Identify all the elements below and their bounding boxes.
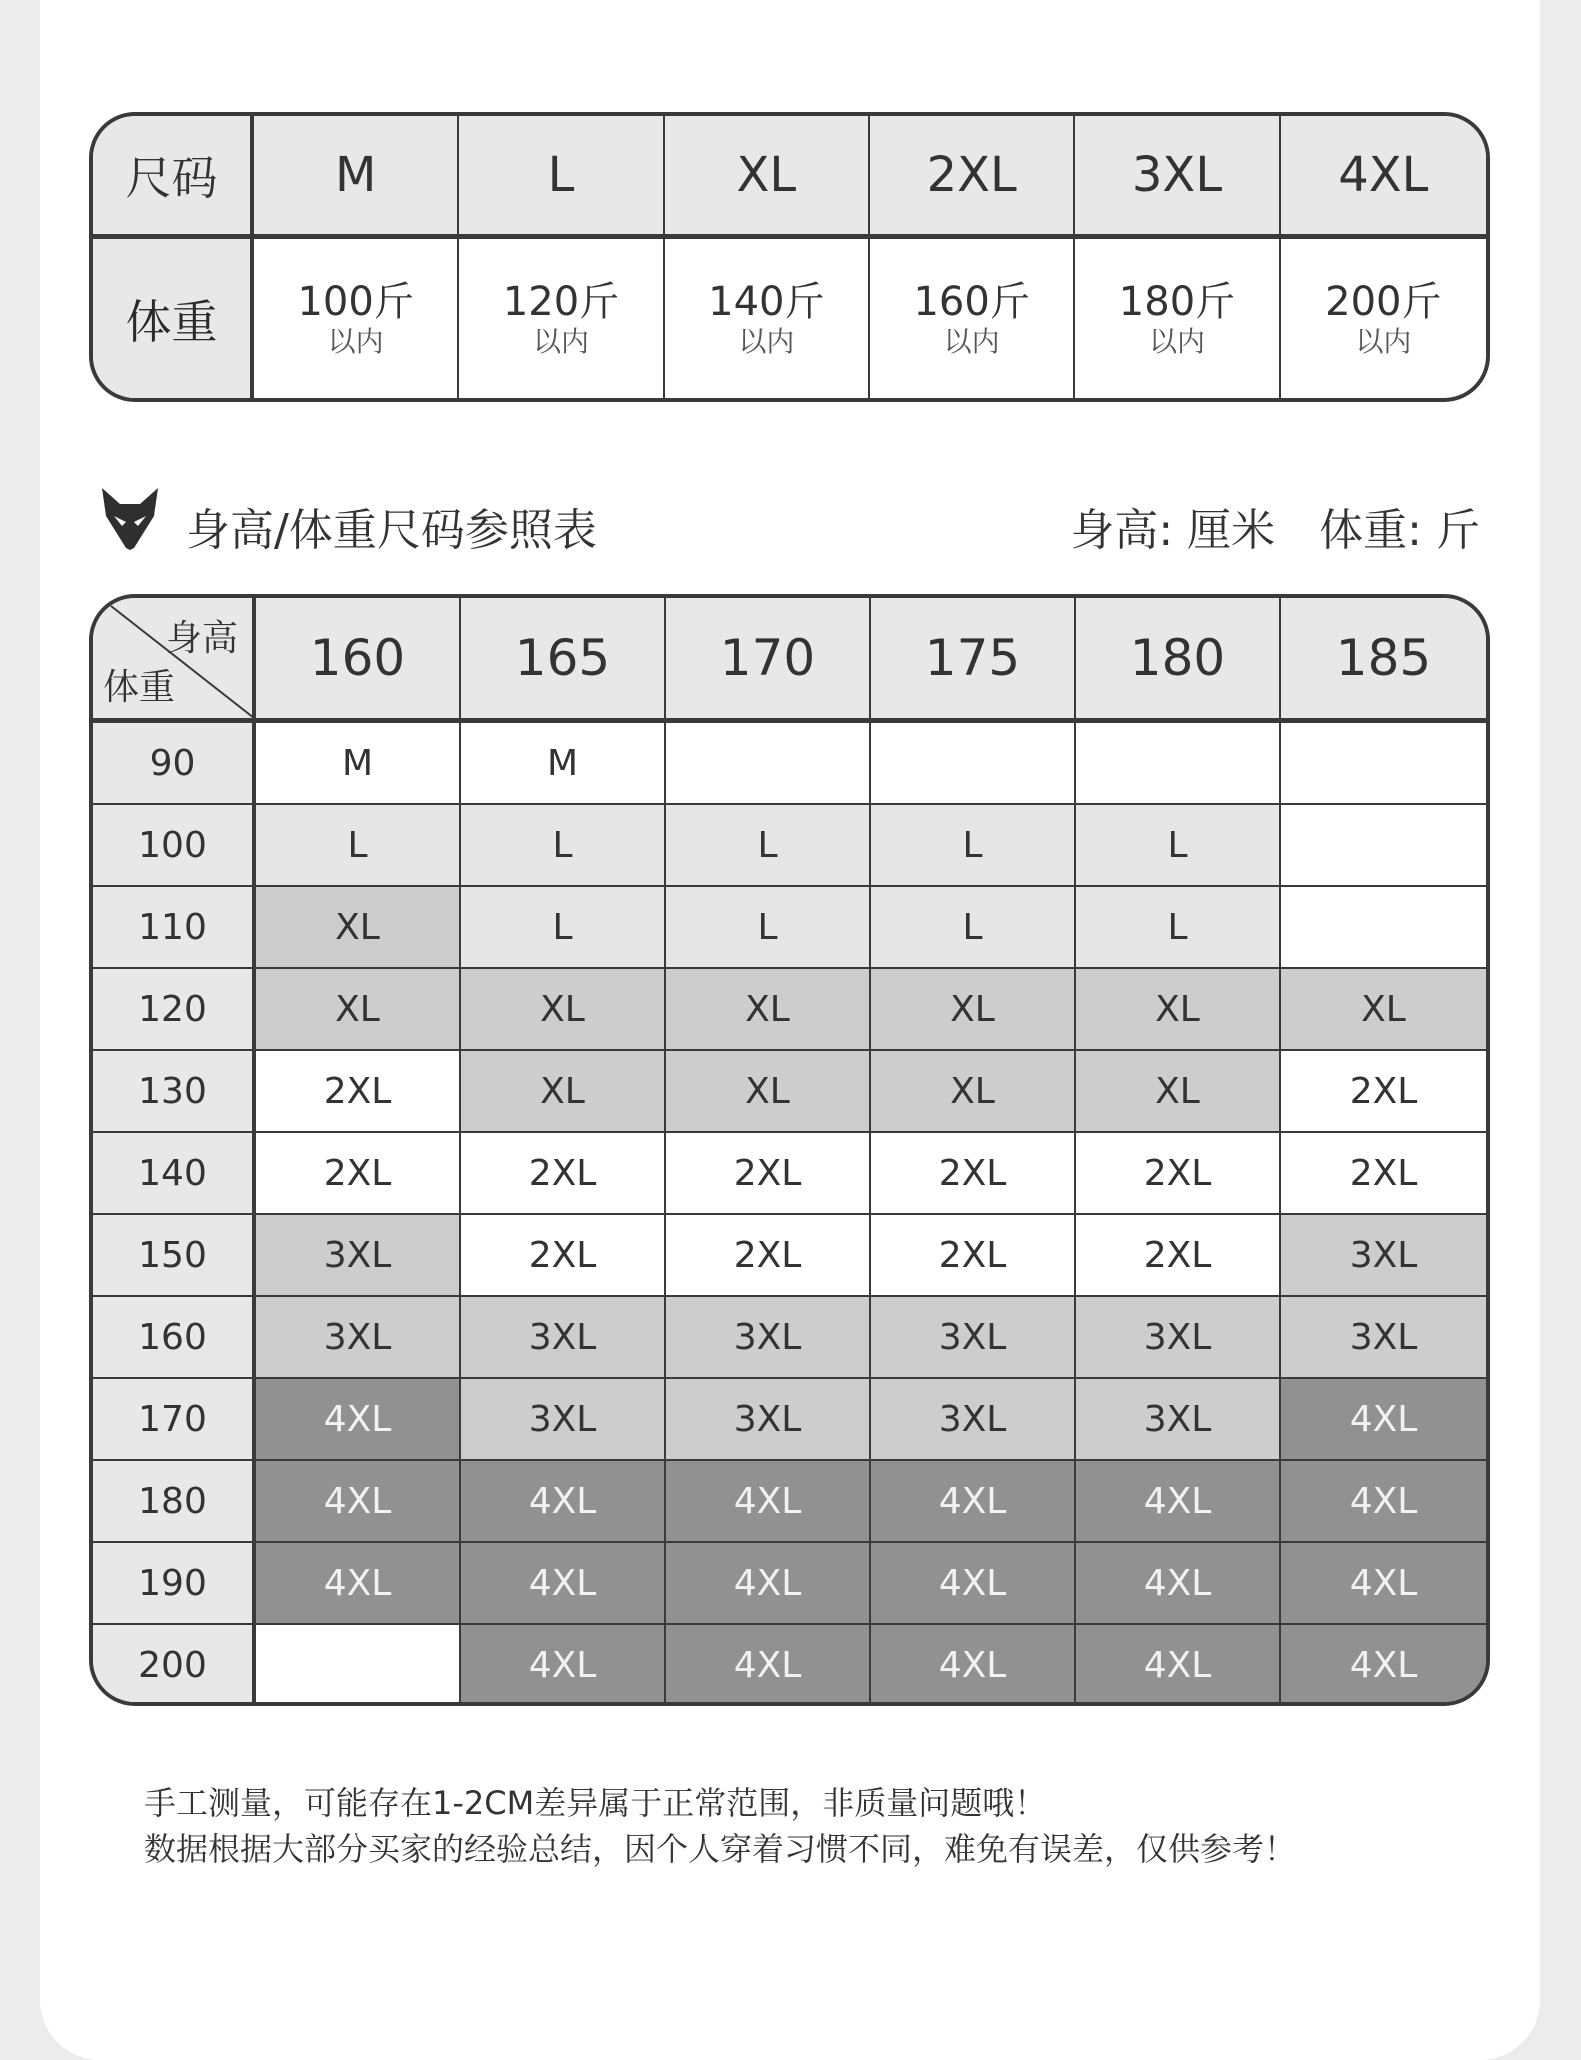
size-cell: 3XL — [256, 1297, 461, 1379]
weight-note: 以内 — [1355, 325, 1412, 358]
weight-value: 200斤 — [1325, 279, 1442, 325]
size-cell: 2XL — [1281, 1133, 1486, 1215]
height-weight-size-table — [89, 594, 1490, 1706]
size-cell: 2XL — [666, 1215, 871, 1297]
size-cell — [1281, 887, 1486, 969]
size-cell: 2XL — [256, 1133, 461, 1215]
size-cell: XL — [871, 969, 1076, 1051]
size-cell: XL — [666, 969, 871, 1051]
size-cell: 3XL — [461, 1379, 666, 1461]
table-row — [93, 1379, 1486, 1461]
size-cell: L — [461, 805, 666, 887]
size-cell: 4XL — [871, 1543, 1076, 1625]
weight-row-label: 130 — [93, 1051, 256, 1133]
size-cell: 4XL — [666, 1461, 871, 1543]
weight-row-label: 100 — [93, 805, 256, 887]
size-cell: 2XL — [461, 1133, 666, 1215]
weight-row — [93, 239, 1486, 399]
weight-note: 以内 — [738, 325, 795, 358]
weight-value: 160斤 — [913, 279, 1030, 325]
size-cell: 4XL — [256, 1461, 461, 1543]
size-cell: XL — [256, 969, 461, 1051]
weight-cell — [870, 239, 1075, 399]
weight-cell — [1075, 239, 1280, 399]
note-line: 手工测量，可能存在1-2CM差异属于正常范围，非质量问题哦！ — [144, 1784, 1047, 1822]
height-header-row — [93, 598, 1486, 723]
size-cell: 4XL — [871, 1461, 1076, 1543]
corner-height-label: 身高 — [165, 618, 238, 659]
size-cell: L — [871, 805, 1076, 887]
weight-row-label: 体重 — [93, 239, 254, 399]
size-cell: 3XL — [871, 1297, 1076, 1379]
weight-row-label: 110 — [93, 887, 256, 969]
weight-row-label: 200 — [93, 1625, 256, 1705]
weight-value: 140斤 — [708, 279, 825, 325]
size-cell: 4XL — [256, 1543, 461, 1625]
size-cell: 4XL — [1281, 1625, 1486, 1705]
size-cell: XL — [666, 1051, 871, 1133]
height-header: 180 — [1076, 598, 1281, 723]
size-cell — [1281, 723, 1486, 805]
chart-heading — [100, 480, 1480, 560]
weight-cell — [665, 239, 870, 399]
size-cell: 3XL — [666, 1379, 871, 1461]
table-row — [93, 1297, 1486, 1379]
corner-weight-label: 体重 — [103, 667, 176, 708]
weight-cell — [1281, 239, 1486, 399]
size-cell: 3XL — [666, 1297, 871, 1379]
size-cell: L — [256, 805, 461, 887]
size-cell — [666, 723, 871, 805]
size-cell: XL — [1076, 1051, 1281, 1133]
table-corner — [93, 598, 256, 723]
weight-row-label: 90 — [93, 723, 256, 805]
table-row — [93, 1133, 1486, 1215]
size-cell: 4XL — [666, 1625, 871, 1705]
size-cell — [1076, 723, 1281, 805]
weight-row-label: 120 — [93, 969, 256, 1051]
table-row — [93, 1461, 1486, 1543]
table-row — [93, 805, 1486, 887]
size-cell: 4XL — [461, 1543, 666, 1625]
size-cell: 4XL — [461, 1461, 666, 1543]
table-row — [93, 1625, 1486, 1705]
size-cell: 2XL — [666, 1133, 871, 1215]
size-cell: L — [1076, 805, 1281, 887]
size-cell: XL — [461, 969, 666, 1051]
size-cell: 4XL — [461, 1625, 666, 1705]
table-row — [93, 1215, 1486, 1297]
table-row — [93, 1543, 1486, 1625]
unit-legend: 身高: 厘米 体重: 斤 — [1070, 505, 1480, 556]
weight-value: 120斤 — [502, 279, 620, 325]
height-header: 185 — [1281, 598, 1486, 723]
size-cell: XL — [871, 1051, 1076, 1133]
size-cell: 3XL — [461, 1297, 666, 1379]
weight-row-label: 170 — [93, 1379, 256, 1461]
size-cell: 4XL — [1076, 1625, 1281, 1705]
size-cell: 2XL — [871, 1215, 1076, 1297]
size-cell: M — [461, 723, 666, 805]
weight-row-label: 180 — [93, 1461, 256, 1543]
size-cell: XL — [1076, 969, 1281, 1051]
size-cell: 2XL — [256, 1051, 461, 1133]
size-cell: 3XL — [1281, 1215, 1486, 1297]
size-cell: 4XL — [871, 1625, 1076, 1705]
weight-row-label: 190 — [93, 1543, 256, 1625]
size-cell: 4XL — [1281, 1543, 1486, 1625]
table-row — [93, 723, 1486, 805]
weight-note: 以内 — [327, 325, 384, 358]
size-cell: 4XL — [1281, 1379, 1486, 1461]
size-cell — [256, 1625, 461, 1705]
size-cell: L — [459, 116, 664, 239]
size-cell: 3XL — [1076, 1379, 1281, 1461]
size-cell — [1281, 805, 1486, 887]
height-header: 170 — [666, 598, 871, 723]
size-cell: 4XL — [666, 1543, 871, 1625]
size-cell: 4XL — [1281, 1461, 1486, 1543]
size-cell: 4XL — [256, 1379, 461, 1461]
weight-row-label: 140 — [93, 1133, 256, 1215]
size-cell: L — [871, 887, 1076, 969]
size-cell: L — [461, 887, 666, 969]
size-cell: 2XL — [1281, 1051, 1486, 1133]
table-row — [93, 1051, 1486, 1133]
table-row — [93, 887, 1486, 969]
size-cell: XL — [256, 887, 461, 969]
chart-title: 身高/体重尺码参照表 — [186, 505, 597, 556]
size-cell: 2XL — [870, 116, 1075, 239]
size-cell: L — [666, 887, 871, 969]
size-cell: XL — [665, 116, 870, 239]
size-cell — [871, 723, 1076, 805]
weight-value: 180斤 — [1118, 279, 1236, 325]
size-cell: 3XL — [256, 1215, 461, 1297]
size-cell: L — [1076, 887, 1281, 969]
size-cell: M — [254, 116, 459, 239]
table-row — [93, 969, 1486, 1051]
size-cell: 2XL — [1076, 1133, 1281, 1215]
size-header-row — [93, 116, 1486, 239]
size-cell: 4XL — [1076, 1543, 1281, 1625]
height-header: 175 — [871, 598, 1076, 723]
note-line: 数据根据大部分买家的经验总结，因个人穿着习惯不同，难免有误差，仅供参考！ — [144, 1830, 1297, 1868]
size-cell: 2XL — [1076, 1215, 1281, 1297]
size-cell: 3XL — [1076, 1297, 1281, 1379]
size-cell: XL — [461, 1051, 666, 1133]
weight-note: 以内 — [1148, 325, 1205, 358]
size-cell: 3XL — [871, 1379, 1076, 1461]
weight-cell — [254, 239, 459, 399]
size-cell: 4XL — [1076, 1461, 1281, 1543]
size-cell: M — [256, 723, 461, 805]
size-weight-table — [89, 112, 1490, 402]
size-cell: L — [666, 805, 871, 887]
size-cell: 3XL — [1281, 1297, 1486, 1379]
height-header: 165 — [461, 598, 666, 723]
size-cell: 4XL — [1281, 116, 1486, 239]
fox-head-icon — [100, 486, 160, 550]
height-header: 160 — [256, 598, 461, 723]
weight-value: 100斤 — [297, 279, 414, 325]
size-cell: 2XL — [871, 1133, 1076, 1215]
weight-note: 以内 — [532, 325, 589, 358]
size-cell: XL — [1281, 969, 1486, 1051]
weight-note: 以内 — [943, 325, 1000, 358]
size-cell: 3XL — [1075, 116, 1280, 239]
footnotes — [144, 1780, 1296, 1872]
weight-row-label: 160 — [93, 1297, 256, 1379]
size-row-label: 尺码 — [93, 116, 254, 239]
weight-cell — [459, 239, 664, 399]
weight-row-label: 150 — [93, 1215, 256, 1297]
size-cell: 2XL — [461, 1215, 666, 1297]
